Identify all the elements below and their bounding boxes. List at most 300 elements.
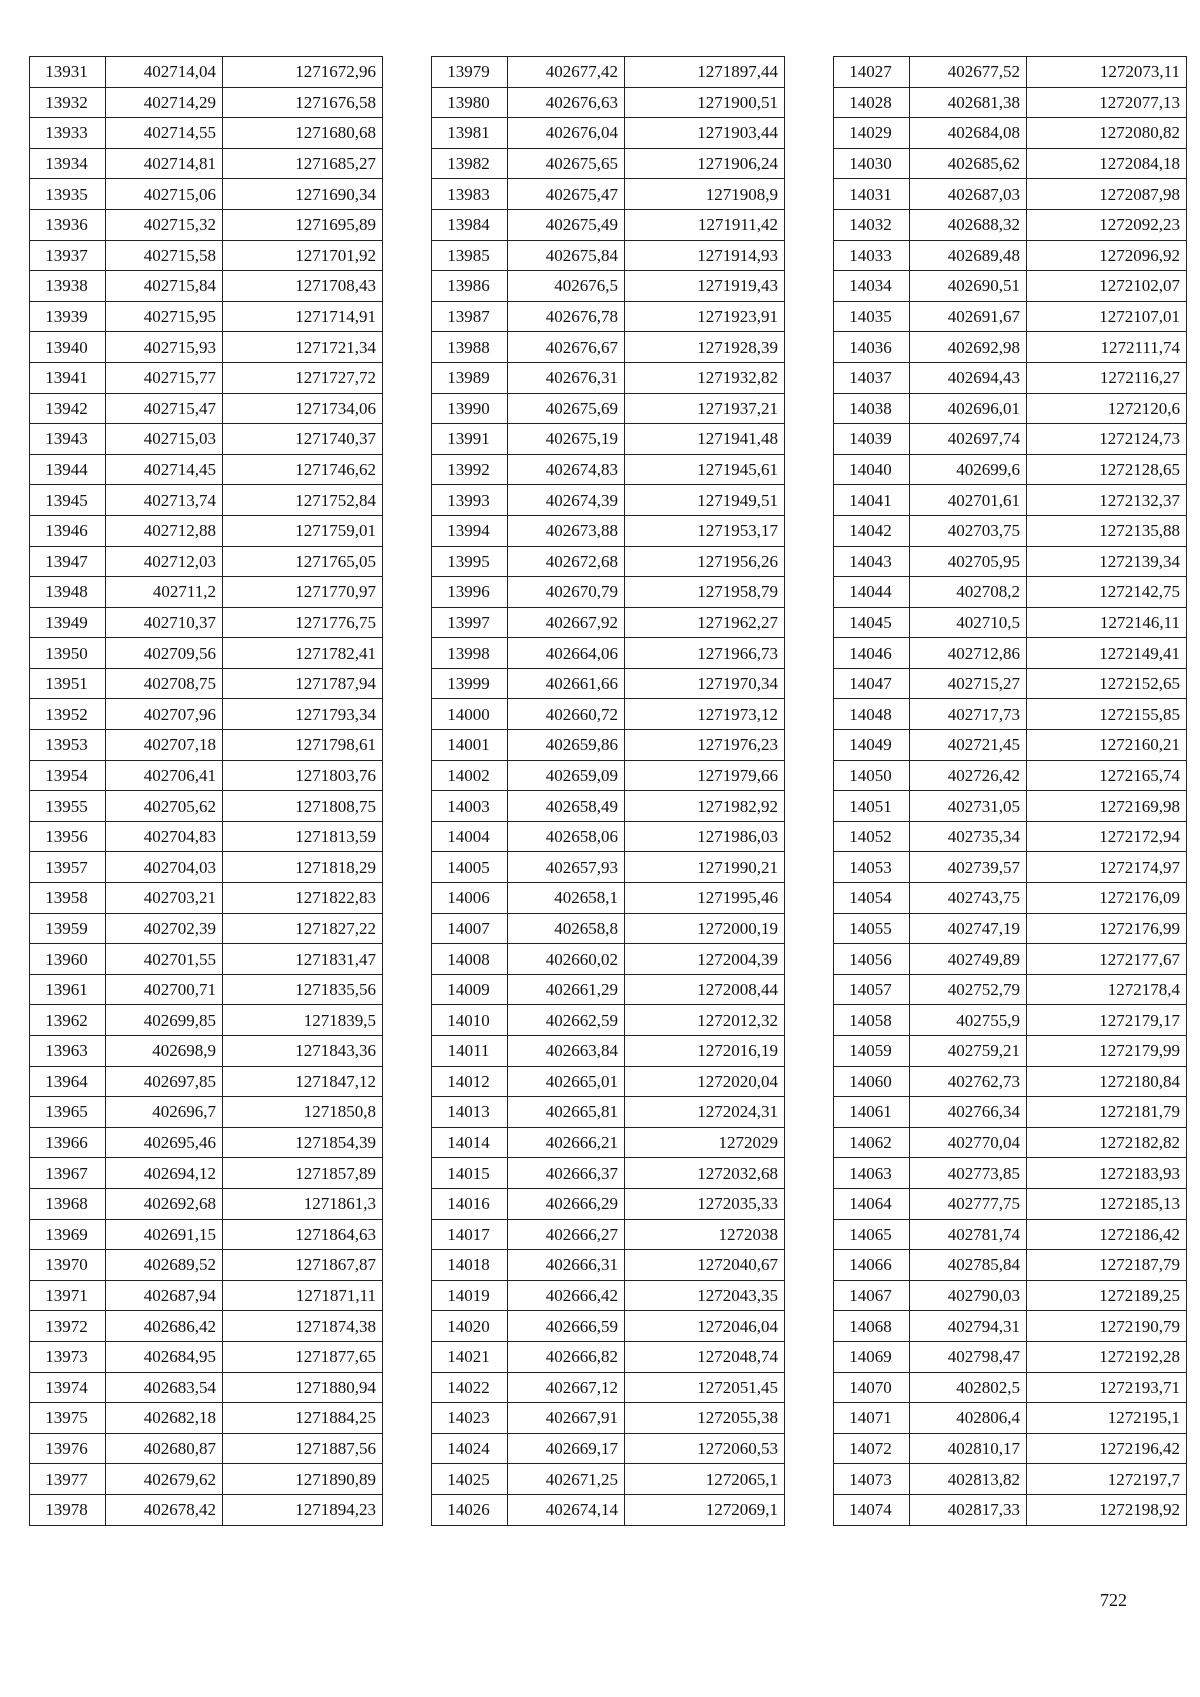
table-row bbox=[30, 87, 383, 118]
x-coordinate-cell: 402714,45 bbox=[106, 454, 223, 485]
x-coordinate-cell: 402659,09 bbox=[508, 760, 625, 791]
point-number-cell: 14009 bbox=[432, 974, 508, 1005]
y-coordinate-cell: 1271695,89 bbox=[223, 209, 383, 240]
point-number-cell: 14026 bbox=[432, 1494, 508, 1525]
x-coordinate-cell: 402712,03 bbox=[106, 546, 223, 577]
table-row bbox=[432, 913, 785, 944]
x-coordinate-cell: 402704,83 bbox=[106, 821, 223, 852]
x-coordinate-cell: 402692,98 bbox=[910, 332, 1027, 363]
point-number-cell: 14016 bbox=[432, 1188, 508, 1219]
point-number-cell: 14029 bbox=[834, 118, 910, 149]
x-coordinate-cell: 402676,67 bbox=[508, 332, 625, 363]
x-coordinate-cell: 402715,47 bbox=[106, 393, 223, 424]
table-row bbox=[834, 1158, 1187, 1189]
x-coordinate-cell: 402785,84 bbox=[910, 1250, 1027, 1281]
y-coordinate-cell: 1272035,33 bbox=[625, 1188, 785, 1219]
x-coordinate-cell: 402714,29 bbox=[106, 87, 223, 118]
x-coordinate-cell: 402658,8 bbox=[508, 913, 625, 944]
x-coordinate-cell: 402700,71 bbox=[106, 974, 223, 1005]
point-number-cell: 13945 bbox=[30, 485, 106, 516]
point-number-cell: 13956 bbox=[30, 821, 106, 852]
table-row bbox=[834, 730, 1187, 761]
point-number-cell: 13933 bbox=[30, 118, 106, 149]
table-row bbox=[432, 1036, 785, 1067]
table-row bbox=[30, 730, 383, 761]
y-coordinate-cell: 1271914,93 bbox=[625, 240, 785, 271]
y-coordinate-cell: 1272065,1 bbox=[625, 1464, 785, 1495]
y-coordinate-cell: 1271734,06 bbox=[223, 393, 383, 424]
point-number-cell: 13967 bbox=[30, 1158, 106, 1189]
x-coordinate-cell: 402664,06 bbox=[508, 638, 625, 669]
x-coordinate-cell: 402659,86 bbox=[508, 730, 625, 761]
x-coordinate-cell: 402790,03 bbox=[910, 1280, 1027, 1311]
point-number-cell: 14065 bbox=[834, 1219, 910, 1250]
y-coordinate-cell: 1272012,32 bbox=[625, 1005, 785, 1036]
y-coordinate-cell: 1271770,97 bbox=[223, 577, 383, 608]
x-coordinate-cell: 402675,84 bbox=[508, 240, 625, 271]
table-row bbox=[30, 209, 383, 240]
point-number-cell: 14017 bbox=[432, 1219, 508, 1250]
y-coordinate-cell: 1272000,19 bbox=[625, 913, 785, 944]
point-number-cell: 14073 bbox=[834, 1464, 910, 1495]
x-coordinate-cell: 402813,82 bbox=[910, 1464, 1027, 1495]
y-coordinate-cell: 1272198,92 bbox=[1027, 1494, 1187, 1525]
table-row bbox=[432, 87, 785, 118]
table-row bbox=[834, 638, 1187, 669]
x-coordinate-cell: 402666,31 bbox=[508, 1250, 625, 1281]
table-row bbox=[834, 607, 1187, 638]
x-coordinate-cell: 402711,2 bbox=[106, 577, 223, 608]
table-row bbox=[834, 209, 1187, 240]
point-number-cell: 14013 bbox=[432, 1097, 508, 1128]
x-coordinate-cell: 402698,9 bbox=[106, 1036, 223, 1067]
y-coordinate-cell: 1272060,53 bbox=[625, 1433, 785, 1464]
table-row bbox=[834, 821, 1187, 852]
table-row bbox=[432, 332, 785, 363]
y-coordinate-cell: 1272132,37 bbox=[1027, 485, 1187, 516]
table-row bbox=[834, 1280, 1187, 1311]
point-number-cell: 13950 bbox=[30, 638, 106, 669]
x-coordinate-cell: 402691,15 bbox=[106, 1219, 223, 1250]
x-coordinate-cell: 402715,93 bbox=[106, 332, 223, 363]
y-coordinate-cell: 1271966,73 bbox=[625, 638, 785, 669]
point-number-cell: 14051 bbox=[834, 791, 910, 822]
point-number-cell: 13983 bbox=[432, 179, 508, 210]
point-number-cell: 13960 bbox=[30, 944, 106, 975]
x-coordinate-cell: 402675,65 bbox=[508, 148, 625, 179]
y-coordinate-cell: 1271701,92 bbox=[223, 240, 383, 271]
table-row bbox=[30, 301, 383, 332]
y-coordinate-cell: 1272087,98 bbox=[1027, 179, 1187, 210]
x-coordinate-cell: 402669,17 bbox=[508, 1433, 625, 1464]
x-coordinate-cell: 402743,75 bbox=[910, 883, 1027, 914]
x-coordinate-cell: 402657,93 bbox=[508, 852, 625, 883]
point-number-cell: 13982 bbox=[432, 148, 508, 179]
y-coordinate-cell: 1272135,88 bbox=[1027, 515, 1187, 546]
point-number-cell: 14039 bbox=[834, 424, 910, 455]
point-number-cell: 13961 bbox=[30, 974, 106, 1005]
y-coordinate-cell: 1271986,03 bbox=[625, 821, 785, 852]
y-coordinate-cell: 1272183,93 bbox=[1027, 1158, 1187, 1189]
table-row bbox=[30, 1036, 383, 1067]
x-coordinate-cell: 402731,05 bbox=[910, 791, 1027, 822]
point-number-cell: 14068 bbox=[834, 1311, 910, 1342]
x-coordinate-cell: 402690,51 bbox=[910, 271, 1027, 302]
table-row bbox=[30, 577, 383, 608]
point-number-cell: 13997 bbox=[432, 607, 508, 638]
x-coordinate-cell: 402702,39 bbox=[106, 913, 223, 944]
y-coordinate-cell: 1272128,65 bbox=[1027, 454, 1187, 485]
y-coordinate-cell: 1271861,3 bbox=[223, 1188, 383, 1219]
table-row bbox=[30, 852, 383, 883]
table-row bbox=[432, 791, 785, 822]
table-row bbox=[30, 883, 383, 914]
table-row bbox=[432, 1341, 785, 1372]
table-row bbox=[432, 821, 785, 852]
y-coordinate-cell: 1271759,01 bbox=[223, 515, 383, 546]
point-number-cell: 13972 bbox=[30, 1311, 106, 1342]
y-coordinate-cell: 1271782,41 bbox=[223, 638, 383, 669]
point-number-cell: 14054 bbox=[834, 883, 910, 914]
point-number-cell: 13985 bbox=[432, 240, 508, 271]
table-row bbox=[432, 1097, 785, 1128]
point-number-cell: 13987 bbox=[432, 301, 508, 332]
table-row bbox=[432, 454, 785, 485]
y-coordinate-cell: 1272149,41 bbox=[1027, 638, 1187, 669]
x-coordinate-cell: 402713,74 bbox=[106, 485, 223, 516]
x-coordinate-cell: 402666,37 bbox=[508, 1158, 625, 1189]
table-row bbox=[30, 1494, 383, 1525]
table-row bbox=[432, 1250, 785, 1281]
table-row bbox=[432, 271, 785, 302]
point-number-cell: 13989 bbox=[432, 362, 508, 393]
x-coordinate-cell: 402682,18 bbox=[106, 1403, 223, 1434]
point-number-cell: 14022 bbox=[432, 1372, 508, 1403]
point-number-cell: 13986 bbox=[432, 271, 508, 302]
point-number-cell: 14004 bbox=[432, 821, 508, 852]
y-coordinate-cell: 1271874,38 bbox=[223, 1311, 383, 1342]
x-coordinate-cell: 402701,55 bbox=[106, 944, 223, 975]
x-coordinate-cell: 402694,43 bbox=[910, 362, 1027, 393]
y-coordinate-cell: 1271979,66 bbox=[625, 760, 785, 791]
y-coordinate-cell: 1272185,13 bbox=[1027, 1188, 1187, 1219]
point-number-cell: 13936 bbox=[30, 209, 106, 240]
point-number-cell: 13994 bbox=[432, 515, 508, 546]
table-row bbox=[432, 1280, 785, 1311]
y-coordinate-cell: 1272107,01 bbox=[1027, 301, 1187, 332]
table-row bbox=[432, 699, 785, 730]
table-row bbox=[834, 179, 1187, 210]
y-coordinate-cell: 1271941,48 bbox=[625, 424, 785, 455]
x-coordinate-cell: 402715,06 bbox=[106, 179, 223, 210]
y-coordinate-cell: 1271900,51 bbox=[625, 87, 785, 118]
x-coordinate-cell: 402766,34 bbox=[910, 1097, 1027, 1128]
y-coordinate-cell: 1271793,34 bbox=[223, 699, 383, 730]
y-coordinate-cell: 1271827,22 bbox=[223, 913, 383, 944]
point-number-cell: 13988 bbox=[432, 332, 508, 363]
x-coordinate-cell: 402683,54 bbox=[106, 1372, 223, 1403]
point-number-cell: 14010 bbox=[432, 1005, 508, 1036]
point-number-cell: 14008 bbox=[432, 944, 508, 975]
table-row bbox=[834, 944, 1187, 975]
x-coordinate-cell: 402658,06 bbox=[508, 821, 625, 852]
x-coordinate-cell: 402666,82 bbox=[508, 1341, 625, 1372]
coordinates-table-1 bbox=[29, 56, 383, 1526]
table-row bbox=[30, 148, 383, 179]
y-coordinate-cell: 1272169,98 bbox=[1027, 791, 1187, 822]
table-row bbox=[432, 760, 785, 791]
y-coordinate-cell: 1272160,21 bbox=[1027, 730, 1187, 761]
point-number-cell: 14034 bbox=[834, 271, 910, 302]
point-number-cell: 14031 bbox=[834, 179, 910, 210]
table-row bbox=[432, 1188, 785, 1219]
point-number-cell: 13947 bbox=[30, 546, 106, 577]
y-coordinate-cell: 1271928,39 bbox=[625, 332, 785, 363]
y-coordinate-cell: 1271808,75 bbox=[223, 791, 383, 822]
table-row bbox=[834, 1494, 1187, 1525]
x-coordinate-cell: 402686,42 bbox=[106, 1311, 223, 1342]
y-coordinate-cell: 1271894,23 bbox=[223, 1494, 383, 1525]
x-coordinate-cell: 402680,87 bbox=[106, 1433, 223, 1464]
point-number-cell: 13952 bbox=[30, 699, 106, 730]
point-number-cell: 14040 bbox=[834, 454, 910, 485]
y-coordinate-cell: 1271867,87 bbox=[223, 1250, 383, 1281]
x-coordinate-cell: 402749,89 bbox=[910, 944, 1027, 975]
table-row bbox=[834, 760, 1187, 791]
x-coordinate-cell: 402665,01 bbox=[508, 1066, 625, 1097]
table-row bbox=[432, 546, 785, 577]
table-row bbox=[432, 883, 785, 914]
x-coordinate-cell: 402665,81 bbox=[508, 1097, 625, 1128]
table-row bbox=[834, 454, 1187, 485]
table-row bbox=[432, 1403, 785, 1434]
point-number-cell: 13968 bbox=[30, 1188, 106, 1219]
point-number-cell: 13955 bbox=[30, 791, 106, 822]
y-coordinate-cell: 1272187,79 bbox=[1027, 1250, 1187, 1281]
table-row bbox=[834, 1036, 1187, 1067]
point-number-cell: 14064 bbox=[834, 1188, 910, 1219]
y-coordinate-cell: 1272172,94 bbox=[1027, 821, 1187, 852]
x-coordinate-cell: 402676,31 bbox=[508, 362, 625, 393]
table-row bbox=[432, 1005, 785, 1036]
x-coordinate-cell: 402747,19 bbox=[910, 913, 1027, 944]
x-coordinate-cell: 402696,7 bbox=[106, 1097, 223, 1128]
x-coordinate-cell: 402721,45 bbox=[910, 730, 1027, 761]
x-coordinate-cell: 402667,92 bbox=[508, 607, 625, 638]
point-number-cell: 14066 bbox=[834, 1250, 910, 1281]
coordinates-table-3 bbox=[833, 56, 1187, 1526]
table-row bbox=[834, 1403, 1187, 1434]
point-number-cell: 14015 bbox=[432, 1158, 508, 1189]
point-number-cell: 14019 bbox=[432, 1280, 508, 1311]
table-row bbox=[30, 760, 383, 791]
point-number-cell: 14018 bbox=[432, 1250, 508, 1281]
table-row bbox=[834, 1097, 1187, 1128]
table-row bbox=[834, 577, 1187, 608]
table-row bbox=[30, 1341, 383, 1372]
table-row bbox=[834, 852, 1187, 883]
y-coordinate-cell: 1271949,51 bbox=[625, 485, 785, 516]
x-coordinate-cell: 402710,37 bbox=[106, 607, 223, 638]
point-number-cell: 14027 bbox=[834, 57, 910, 88]
point-number-cell: 13980 bbox=[432, 87, 508, 118]
table-row bbox=[432, 852, 785, 883]
x-coordinate-cell: 402666,29 bbox=[508, 1188, 625, 1219]
table-row bbox=[30, 1188, 383, 1219]
point-number-cell: 14003 bbox=[432, 791, 508, 822]
table-row bbox=[30, 393, 383, 424]
point-number-cell: 13942 bbox=[30, 393, 106, 424]
x-coordinate-cell: 402802,5 bbox=[910, 1372, 1027, 1403]
table-row bbox=[834, 393, 1187, 424]
x-coordinate-cell: 402714,04 bbox=[106, 57, 223, 88]
table-row bbox=[834, 883, 1187, 914]
y-coordinate-cell: 1272008,44 bbox=[625, 974, 785, 1005]
point-number-cell: 13940 bbox=[30, 332, 106, 363]
x-coordinate-cell: 402714,55 bbox=[106, 118, 223, 149]
x-coordinate-cell: 402735,34 bbox=[910, 821, 1027, 852]
point-number-cell: 14046 bbox=[834, 638, 910, 669]
point-number-cell: 13941 bbox=[30, 362, 106, 393]
x-coordinate-cell: 402806,4 bbox=[910, 1403, 1027, 1434]
table-row bbox=[432, 1311, 785, 1342]
y-coordinate-cell: 1271911,42 bbox=[625, 209, 785, 240]
x-coordinate-cell: 402708,75 bbox=[106, 668, 223, 699]
table-row bbox=[834, 148, 1187, 179]
x-coordinate-cell: 402660,02 bbox=[508, 944, 625, 975]
table-row bbox=[432, 57, 785, 88]
table-row bbox=[432, 393, 785, 424]
x-coordinate-cell: 402707,96 bbox=[106, 699, 223, 730]
x-coordinate-cell: 402705,95 bbox=[910, 546, 1027, 577]
y-coordinate-cell: 1271721,34 bbox=[223, 332, 383, 363]
x-coordinate-cell: 402703,75 bbox=[910, 515, 1027, 546]
point-number-cell: 13981 bbox=[432, 118, 508, 149]
point-number-cell: 14074 bbox=[834, 1494, 910, 1525]
table-row bbox=[432, 485, 785, 516]
table-row bbox=[30, 1372, 383, 1403]
point-number-cell: 13965 bbox=[30, 1097, 106, 1128]
y-coordinate-cell: 1272040,67 bbox=[625, 1250, 785, 1281]
table-row bbox=[834, 424, 1187, 455]
table-row bbox=[432, 668, 785, 699]
y-coordinate-cell: 1272084,18 bbox=[1027, 148, 1187, 179]
y-coordinate-cell: 1271843,36 bbox=[223, 1036, 383, 1067]
x-coordinate-cell: 402688,32 bbox=[910, 209, 1027, 240]
point-number-cell: 13953 bbox=[30, 730, 106, 761]
y-coordinate-cell: 1271890,89 bbox=[223, 1464, 383, 1495]
table-row bbox=[432, 118, 785, 149]
y-coordinate-cell: 1271884,25 bbox=[223, 1403, 383, 1434]
table-row bbox=[834, 1433, 1187, 1464]
y-coordinate-cell: 1271752,84 bbox=[223, 485, 383, 516]
point-number-cell: 13974 bbox=[30, 1372, 106, 1403]
table-row bbox=[834, 515, 1187, 546]
x-coordinate-cell: 402676,5 bbox=[508, 271, 625, 302]
table-row bbox=[30, 1311, 383, 1342]
y-coordinate-cell: 1271973,12 bbox=[625, 699, 785, 730]
x-coordinate-cell: 402715,27 bbox=[910, 668, 1027, 699]
y-coordinate-cell: 1272055,38 bbox=[625, 1403, 785, 1434]
x-coordinate-cell: 402666,21 bbox=[508, 1127, 625, 1158]
point-number-cell: 14048 bbox=[834, 699, 910, 730]
point-number-cell: 14020 bbox=[432, 1311, 508, 1342]
table-row bbox=[30, 546, 383, 577]
y-coordinate-cell: 1271818,29 bbox=[223, 852, 383, 883]
y-coordinate-cell: 1272190,79 bbox=[1027, 1311, 1187, 1342]
y-coordinate-cell: 1272192,28 bbox=[1027, 1341, 1187, 1372]
x-coordinate-cell: 402662,59 bbox=[508, 1005, 625, 1036]
x-coordinate-cell: 402667,91 bbox=[508, 1403, 625, 1434]
table-row bbox=[432, 424, 785, 455]
y-coordinate-cell: 1271906,24 bbox=[625, 148, 785, 179]
y-coordinate-cell: 1272186,42 bbox=[1027, 1219, 1187, 1250]
x-coordinate-cell: 402706,41 bbox=[106, 760, 223, 791]
x-coordinate-cell: 402715,95 bbox=[106, 301, 223, 332]
y-coordinate-cell: 1272102,07 bbox=[1027, 271, 1187, 302]
y-coordinate-cell: 1272179,99 bbox=[1027, 1036, 1187, 1067]
x-coordinate-cell: 402689,48 bbox=[910, 240, 1027, 271]
x-coordinate-cell: 402714,81 bbox=[106, 148, 223, 179]
x-coordinate-cell: 402695,46 bbox=[106, 1127, 223, 1158]
point-number-cell: 13935 bbox=[30, 179, 106, 210]
table-row bbox=[834, 118, 1187, 149]
y-coordinate-cell: 1271690,34 bbox=[223, 179, 383, 210]
point-number-cell: 13962 bbox=[30, 1005, 106, 1036]
x-coordinate-cell: 402717,73 bbox=[910, 699, 1027, 730]
y-coordinate-cell: 1272197,7 bbox=[1027, 1464, 1187, 1495]
y-coordinate-cell: 1272004,39 bbox=[625, 944, 785, 975]
x-coordinate-cell: 402712,86 bbox=[910, 638, 1027, 669]
table-row bbox=[834, 699, 1187, 730]
y-coordinate-cell: 1272165,74 bbox=[1027, 760, 1187, 791]
table-row bbox=[30, 791, 383, 822]
y-coordinate-cell: 1271676,58 bbox=[223, 87, 383, 118]
table-row bbox=[30, 1219, 383, 1250]
y-coordinate-cell: 1271897,44 bbox=[625, 57, 785, 88]
table-row bbox=[432, 730, 785, 761]
point-number-cell: 14028 bbox=[834, 87, 910, 118]
point-number-cell: 13939 bbox=[30, 301, 106, 332]
table-row bbox=[834, 1250, 1187, 1281]
point-number-cell: 13978 bbox=[30, 1494, 106, 1525]
y-coordinate-cell: 1272176,99 bbox=[1027, 913, 1187, 944]
point-number-cell: 14035 bbox=[834, 301, 910, 332]
x-coordinate-cell: 402708,2 bbox=[910, 577, 1027, 608]
table-row bbox=[432, 974, 785, 1005]
point-number-cell: 14033 bbox=[834, 240, 910, 271]
x-coordinate-cell: 402739,57 bbox=[910, 852, 1027, 883]
point-number-cell: 14071 bbox=[834, 1403, 910, 1434]
x-coordinate-cell: 402752,79 bbox=[910, 974, 1027, 1005]
y-coordinate-cell: 1272178,4 bbox=[1027, 974, 1187, 1005]
x-coordinate-cell: 402703,21 bbox=[106, 883, 223, 914]
x-coordinate-cell: 402726,42 bbox=[910, 760, 1027, 791]
point-number-cell: 13958 bbox=[30, 883, 106, 914]
table-row bbox=[30, 240, 383, 271]
x-coordinate-cell: 402676,78 bbox=[508, 301, 625, 332]
y-coordinate-cell: 1271798,61 bbox=[223, 730, 383, 761]
point-number-cell: 14056 bbox=[834, 944, 910, 975]
y-coordinate-cell: 1272051,45 bbox=[625, 1372, 785, 1403]
x-coordinate-cell: 402676,63 bbox=[508, 87, 625, 118]
y-coordinate-cell: 1271932,82 bbox=[625, 362, 785, 393]
table-row bbox=[834, 87, 1187, 118]
table-row bbox=[432, 362, 785, 393]
table-row bbox=[432, 1219, 785, 1250]
x-coordinate-cell: 402678,42 bbox=[106, 1494, 223, 1525]
table-row bbox=[834, 485, 1187, 516]
